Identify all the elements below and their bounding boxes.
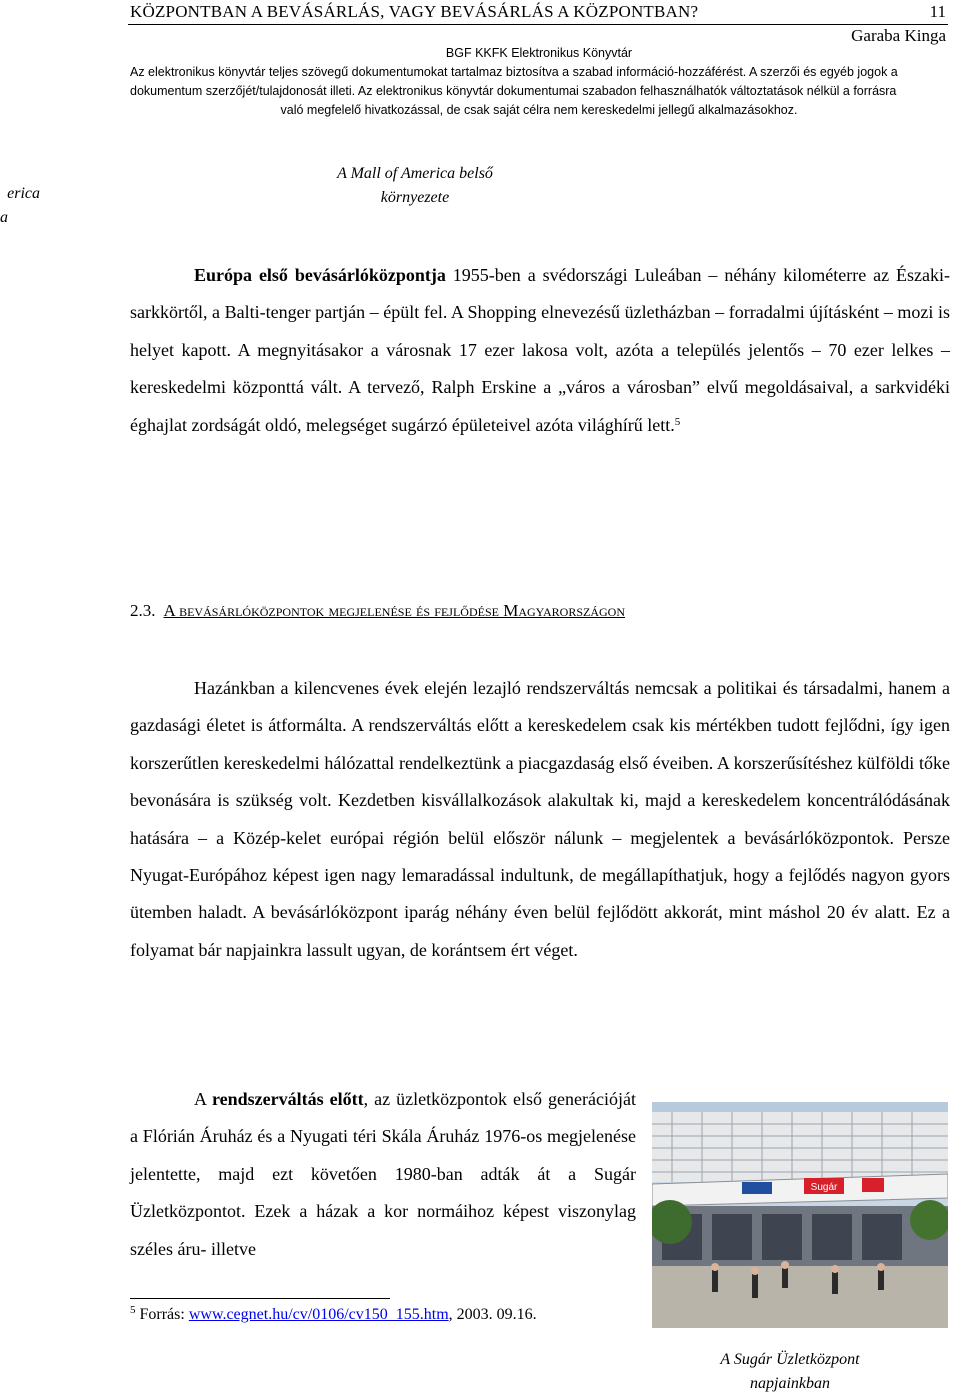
section-title: A bevásárlóközpontok megjelenése és fejlődése Magyarországon: [163, 601, 625, 620]
paragraph-before-regime-change: [130, 1081, 636, 1268]
section-heading: [130, 601, 625, 621]
bold-phrase: rendszerváltás előtt: [212, 1089, 364, 1109]
cut-off-caption-line-2: a: [0, 209, 8, 226]
sugar-caption-line-2: napjainkban: [750, 1375, 830, 1392]
page-number: 11: [929, 2, 946, 21]
library-notice: [130, 44, 948, 120]
mall-caption-line-1: A Mall of America belső: [337, 165, 493, 182]
notice-line-2: dokumentum szerzőjét/tulajdonosát illeti. Az elektronikus könyvtár dokumentumai szabadon felhasználhatók változtatások nélkül a forrásra: [130, 84, 897, 98]
sugar-caption-line-1: A Sugár Üzletközpont: [720, 1351, 860, 1368]
paragraph-text: , az üzletközpontok első generációját a Flórián Áruház és a Nyugati téri Skála Áruház 1976-os megjelenése jelentette, majd ezt követően 1980-ban adták át a Sugár Üzletközpontot. Ezek a házak a kor normáihoz képest viszonylag széles áru- illetve: [130, 1089, 636, 1259]
mall-of-america-caption: [300, 162, 530, 210]
sugar-caption: [690, 1348, 890, 1396]
paragraph-prefix: A: [194, 1089, 212, 1109]
footnote-ref: 5: [674, 415, 681, 428]
footnote-number: 5: [130, 1304, 136, 1316]
footnote-source-link[interactable]: www.cegnet.hu/cv/0106/cv150_155.htm: [188, 1306, 449, 1323]
running-header-title: KÖZPONTBAN A BEVÁSÁRLÁS, VAGY BEVÁSÁRLÁS A KÖZPONTBAN?: [130, 2, 699, 21]
section-number: 2.3.: [130, 601, 156, 620]
cut-off-caption-line-1: erica: [7, 185, 40, 202]
library-line: BGF KKFK Elektronikus Könyvtár: [445, 46, 633, 60]
header-rule: [128, 24, 948, 25]
footnote: [130, 1306, 537, 1324]
bold-phrase: Európa első bevásárlóközpontja: [194, 265, 446, 285]
footnote-date: , 2003. 09.16.: [448, 1306, 537, 1323]
cut-off-caption: [0, 182, 40, 230]
author-name: Garaba Kinga: [851, 26, 946, 45]
mall-caption-line-2: környezete: [380, 189, 450, 206]
paragraph-hungary-development: Hazánkban a kilencvenes évek elején lezajló rendszerváltás nemcsak a politikai és társadalmi, hanem a gazdasági életet is átformálta. A rendszerváltás előtt a kereskedelem csak kis mértékben tudott fejlődni, így igen korszerűtlen kereskedelmi hálózattal rendelkeztünk a piacgazdaság első éveiben. A korszerűsítéshez külföldi tőke bevonására is szükség volt. Kezdetben kisvállalkozások alakultak ki, majd a kereskedelem koncentrálódásának hatására – a Közép-kelet európai régión belül először nálunk – megjelentek a bevásárlóközpontok. Persze Nyugat-Európához képest igen nagy lemaradással indultunk, de megállapíthatjuk, hogy a fejlődés nagyon gyors ütemben haladt. A bevásárlóközpont iparág néhány éven belül fejlődött akkorát, mint máshol 20 év alatt. Ez a folyamat bár napjainkra lassult ugyan, de korántsem ért véget.: [130, 678, 950, 960]
paragraph-text: 1955-ben a svédországi Luleában – néhány kilométerre az Északi-sarkkörtől, a Balti-tenger partján – épült fel. A Shopping elnevezésű üzletházban – forradalmi újításként – mozi is helyet kapott. A megnyitásakor a városnak 17 ezer lakosa volt, azóta a település jelentős – 70 ezer lelkes – kereskedelmi központtá vált. A tervező, Ralph Erskine a „város a városban” elvű megoldásaival, a sarkvidéki éghajlat zordságát oldó, melegséget sugárzó épületeivel azóta világhírű lett.: [130, 265, 950, 435]
photo-illustration: [652, 1102, 948, 1328]
paragraph-europe-first-mall: [130, 257, 950, 444]
footnote-rule: [130, 1298, 390, 1299]
footnote-label: Forrás:: [135, 1306, 189, 1323]
sugar-shopping-center-photo: [652, 1102, 948, 1328]
notice-line-3: való megfelelő hivatkozással, de csak saját célra nem kereskedelmi jellegű alkalmazásokhoz.: [280, 103, 798, 117]
notice-line-1: Az elektronikus könyvtár teljes szövegű dokumentumokat tartalmaz biztosítva a szabad információ-hozzáférést. A szerzői és egyéb jogok a: [130, 65, 898, 79]
photo-sign: Sugár: [810, 1182, 838, 1193]
